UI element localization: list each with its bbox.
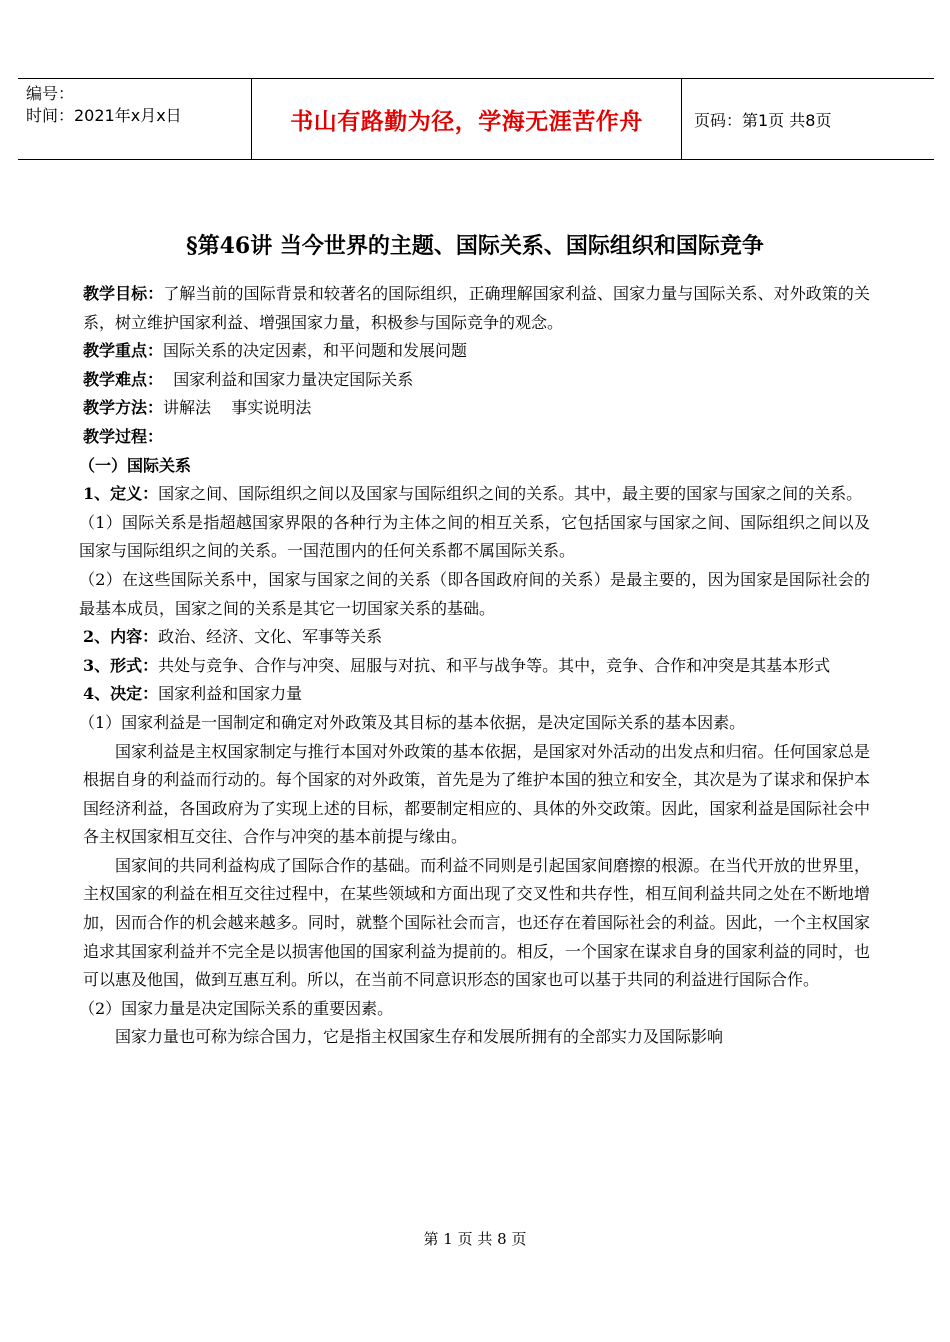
page-footer: 第 1 页 共 8 页: [423, 1230, 527, 1248]
teaching-difficulty: [83, 366, 870, 395]
page-title: §第46讲 当今世界的主题、国际关系、国际组织和国际竞争: [186, 233, 764, 259]
focus-text: 国际关系的决定因素，和平问题和发展问题: [163, 341, 468, 361]
form-text: 共处与竞争、合作与冲突、屈服与对抗、和平与战争等。其中，竞争、合作和冲突是其基本形式: [158, 655, 831, 675]
form-label: 3、形式：: [83, 655, 159, 675]
definition-point-2: （2）在这些国际关系中，国家与国家之间的关系（即各国政府间的关系）是最主要的，因为国家是国际社会的最基本成员，国家之间的关系是其它一切国家关系的基础。: [79, 569, 870, 618]
goal-label: 教学目标：: [83, 284, 164, 303]
definition-text: 国家之间、国际组织之间以及国家与国际组织之间的关系。其中，最主要的国家与国家之间的关系。: [158, 484, 863, 504]
teaching-goal: [83, 280, 870, 337]
definition: [83, 480, 870, 509]
section-heading: （一）国际关系: [79, 455, 192, 475]
decide-label: 4、决定：: [83, 684, 159, 704]
teaching-focus: [83, 337, 870, 366]
header-meta-cell: [18, 79, 252, 159]
paragraph-national-interest: 国家利益是主权国家制定与推行本国对外政策的基本依据，是国家对外活动的出发点和归宿。任何国家总是根据自身的利益而行动的。每个国家的对外政策，首先是为了维护本国的独立和安全，其次是为了谋求和保护本国经济利益，各国政府为了实现上述的目标，都要制定相应的、具体的外交政策。因此，国家利益是国际社会中各主权国家相互交往、合作与冲突的基本前提与缘由。: [83, 741, 870, 847]
form: [83, 652, 870, 681]
difficulty-text: 国家利益和国家力量决定国际关系: [163, 369, 414, 389]
content-text: 政治、经济、文化、军事等关系: [158, 627, 383, 647]
decide-point-2: （2）国家力量是决定国际关系的重要因素。: [79, 998, 394, 1018]
document-body: [79, 280, 870, 1052]
paragraph-national-power: 国家力量也可称为综合国力，它是指主权国家生存和发展所拥有的全部实力及国际影响: [115, 1027, 724, 1047]
content: [83, 623, 870, 652]
time-label: 时间：2021年x月x日: [26, 106, 182, 125]
focus-label: 教学重点：: [83, 341, 164, 361]
difficulty-label: 教学难点：: [83, 369, 164, 389]
process-label: 教学过程：: [83, 426, 164, 446]
definition-point-1: （1）国际关系是指超越国家界限的各种行为主体之间的相互关系，它包括国家与国家之间、国际组织之间以及国家与国际组织之间的关系。一国范围内的任何关系都不属国际关系。: [79, 512, 870, 561]
teaching-method: [83, 394, 870, 423]
serial-label: 编号：: [26, 84, 75, 103]
method-text: 讲解法 事实说明法: [163, 398, 312, 418]
method-label: 教学方法：: [83, 398, 164, 418]
decide-point-1: （1）国家利益是一国制定和确定对外政策及其目标的基本依据，是决定国际关系的基本因素。: [79, 712, 746, 732]
content-label: 2、内容：: [83, 627, 159, 647]
definition-label: 1、定义：: [83, 484, 159, 504]
decide-text: 国家利益和国家力量: [158, 684, 303, 704]
paragraph-common-interest: 国家间的共同利益构成了国际合作的基础。而利益不同则是引起国家间磨擦的根源。在当代开放的世界里，主权国家的利益在相互交往过程中，在某些领域和方面出现了交叉性和共存性，相互间利益共同之处在不断地增加，因而合作的机会越来越多。同时，就整个国际社会而言，也还存在着国际社会的利益。因此，一个主权国家追求其国家利益并不完全是以损害他国的国家利益为提前的。相反，一个国家在谋求自身的国家利益的同时，也可以惠及他国，做到互惠互利。所以，在当前不同意识形态的国家也可以基于共同的利益进行国际合作。: [83, 855, 870, 990]
decide: [83, 680, 870, 709]
header-table: [18, 78, 934, 160]
header-motto: 书山有路勤为径，学海无涯苦作舟: [252, 79, 682, 159]
header-page-code: 页码：第1页 共8页: [694, 110, 832, 130]
goal-text: 了解当前的国际背景和较著名的国际组织，正确理解国家利益、国家力量与国际关系、对外政策的关系，树立维护国家利益、增强国家力量，积极参与国际竞争的观念。: [83, 284, 870, 332]
